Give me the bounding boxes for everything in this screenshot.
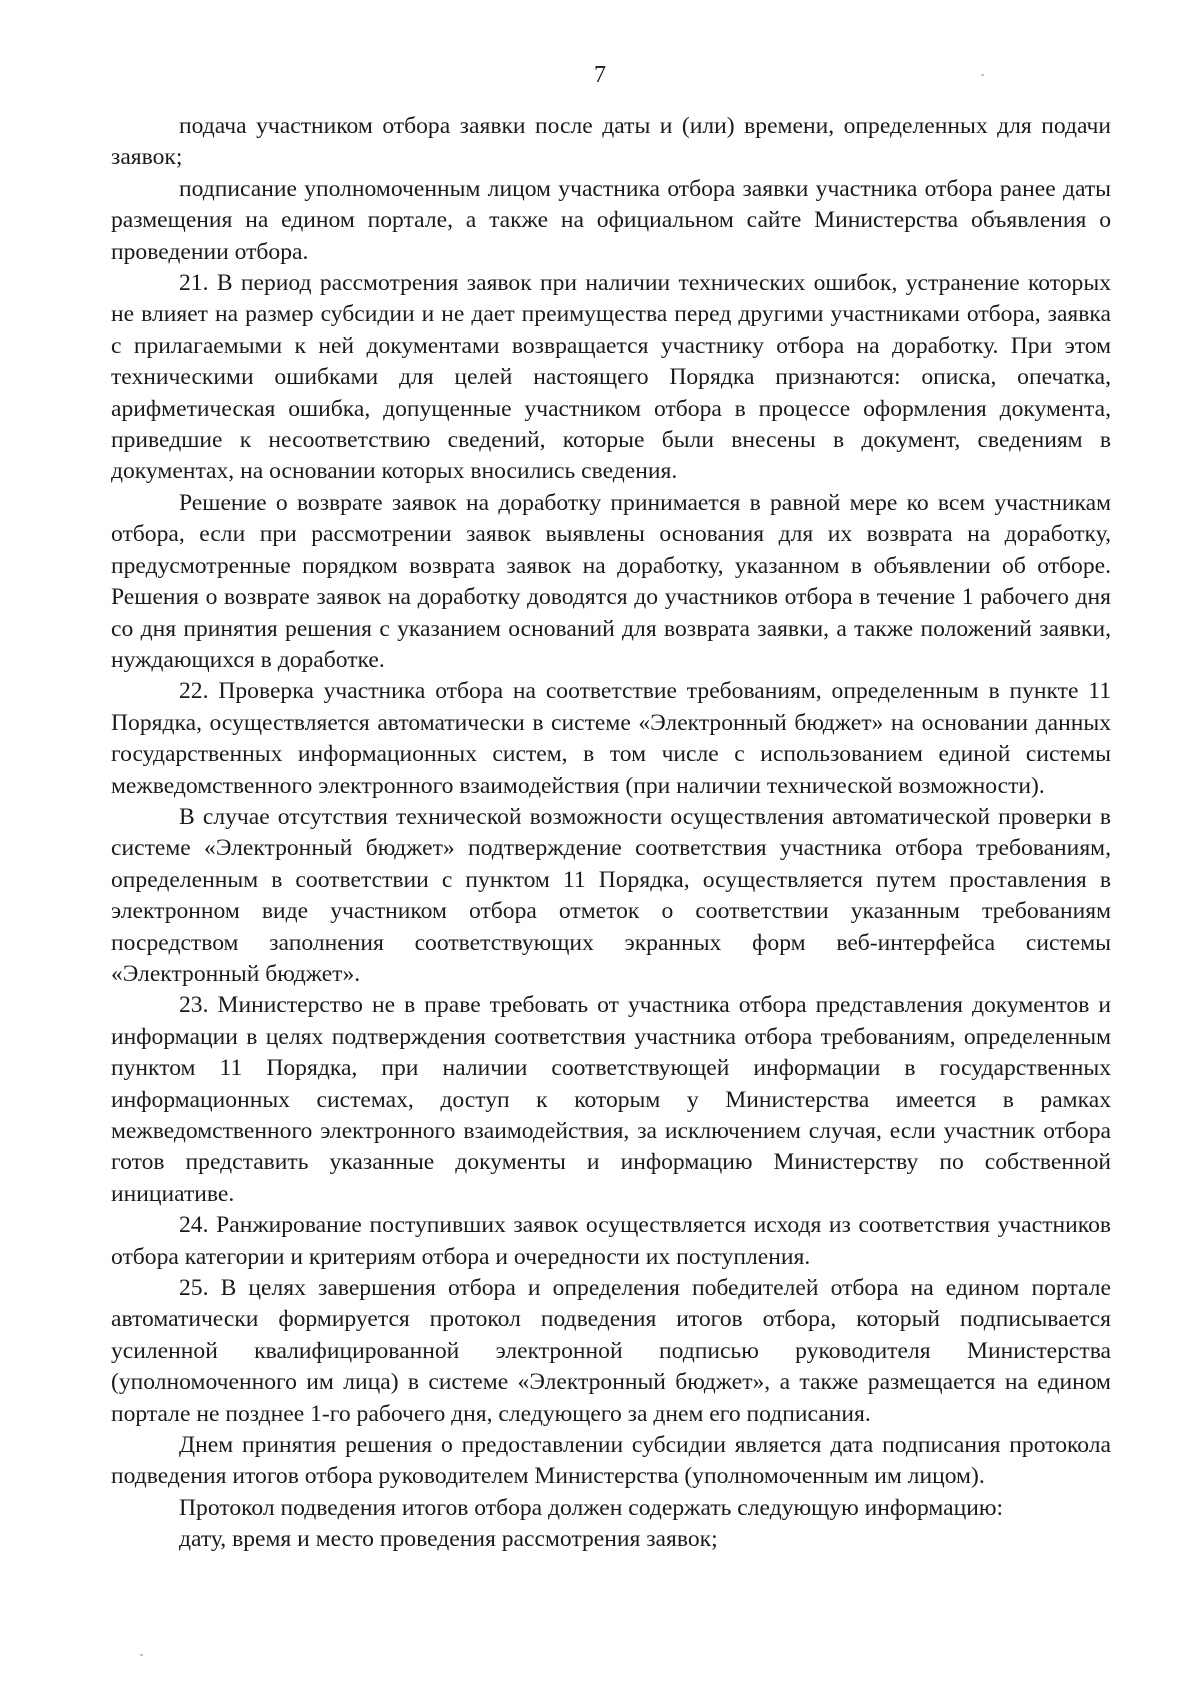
scan-speck [140,1654,143,1656]
paragraph-manual-confirmation: В случае отсутствия технической возможности осуществления автоматической проверки в системе «Электронный бюджет» подтверждение соответствия участника отбора требованиям, определенным в соответствии с пунктом 11 Порядка, осуществляется путем проставления в электронном виде участником отбора отметок о соответствии указанным требованиям посредством заполнения соответствующих экранных форм веб-интерфейса системы «Электронный бюджет». [111,803,1111,987]
page-number: 7 [594,62,606,88]
paragraph-late-submission: подача участником отбора заявки после даты и (или) времени, определенных для подачи заявок; [111,113,1111,171]
paragraph-21-technical-errors: 21. В период рассмотрения заявок при наличии технических ошибок, устранение которых не влияет на размер субсидии и не дает преимущества перед другими участниками отбора, заявка с прилагаемыми к ней документами возвращается участнику отбора на доработку. При этом техническими ошибками для целей настоящего Порядка признаются: описка, опечатка, арифметическая ошибка, допущенные участником отбора в процессе оформления документа, приведшие к несоответствию сведений, которые были внесены в документ, сведениям в документах, на основании которых вносились сведения. [111,270,1111,485]
paragraph-protocol-contents: Протокол подведения итогов отбора должен содержать следующую информацию: [179,1494,1004,1521]
paragraph-22-automatic-check: 22. Проверка участника отбора на соответствие требованиям, определенным в пункте 11 Порядка, осуществляется автоматически в системе «Электронный бюджет» на основании данных государственных информационных систем, в том числе с использованием единой системы межведомственного электронного взаимодействия (при наличии технической возможности). [111,678,1111,799]
paragraph-23-document-requests: 23. Министерство не в праве требовать от участника отбора представления документов и информации в целях подтверждения соответствия участника отбора требованиям, определенным пунктом 11 Порядка, при наличии соответствующей информации в государственных информационных системах, доступ к которым у Министерства имеется в рамках межведомственного электронного взаимодействия, за исключением случая, если участник отбора готов представить указанные документы и информацию Министерству по собственной инициативе. [111,992,1111,1207]
paragraph-review-date-time: дату, время и место проведения рассмотрения заявок; [179,1526,718,1553]
document-body [111,111,1111,1556]
scan-speck [981,74,984,76]
paragraph-decision-date: Днем принятия решения о предоставлении субсидии является дата подписания протокола подведения итогов отбора руководителем Министерства (уполномоченным им лицом). [111,1432,1111,1490]
paragraph-25-protocol: 25. В целях завершения отбора и определения победителей отбора на едином портале автоматически формируется протокол подведения итогов отбора, который подписывается усиленной квалифицированной электронной подписью руководителя Министерства (уполномоченного им лица) в системе «Электронный бюджет», а также размещается на едином портале не позднее 1-го рабочего дня, следующего за днем его подписания. [111,1275,1111,1427]
paragraph-24-ranking: 24. Ранжирование поступивших заявок осуществляется исходя из соответствия участников отбора категории и критериям отбора и очередности их поступления. [111,1212,1111,1270]
paragraph-early-signing: подписание уполномоченным лицом участника отбора заявки участника отбора ранее даты размещения на едином портале, а также на официальном сайте Министерства объявления о проведении отбора. [111,175,1111,265]
paragraph-return-decision: Решение о возврате заявок на доработку принимается в равной мере ко всем участникам отбора, если при рассмотрении заявок выявлены основания для их возврата на доработку, предусмотренные порядком возврата заявок на доработку, указанном в объявлении об отборе. Решения о возврате заявок на доработку доводятся до участников отбора в течение 1 рабочего дня со дня принятия решения с указанием оснований для возврата заявки, а также положений заявки, нуждающихся в доработке. [111,489,1111,673]
